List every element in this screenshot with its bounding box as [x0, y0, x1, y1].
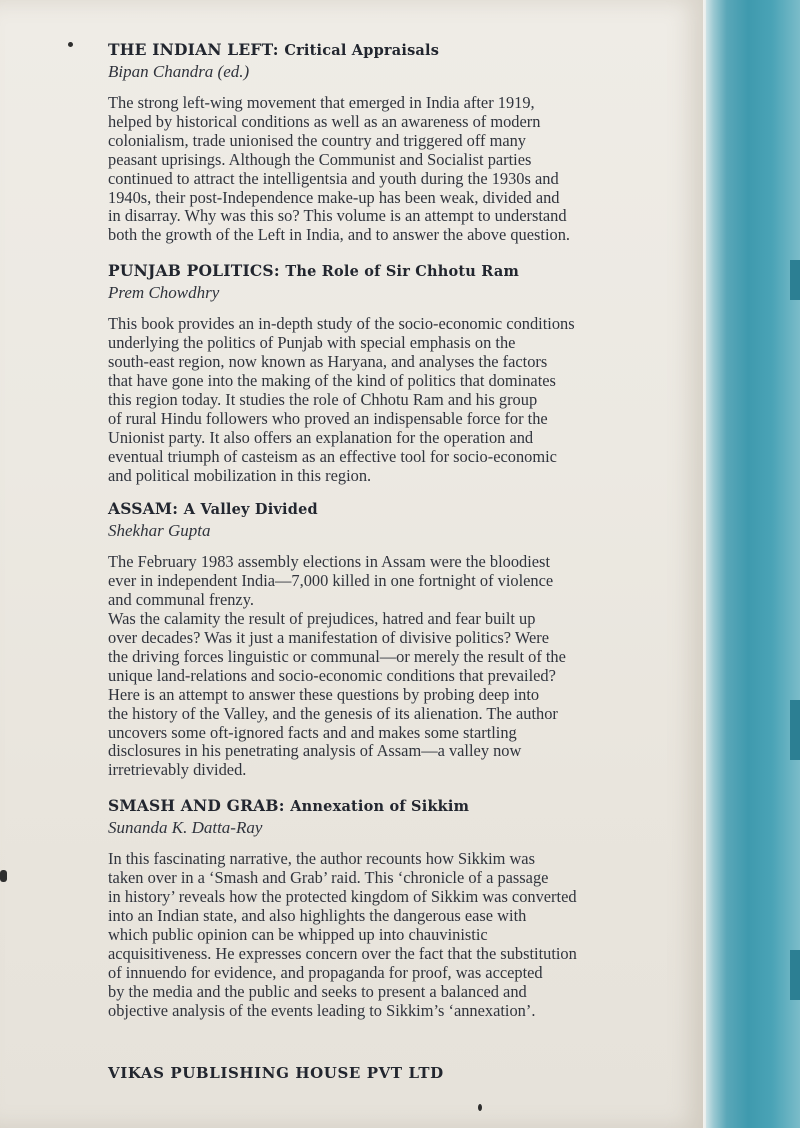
book-author: Shekhar Gupta: [108, 521, 211, 541]
description-line: eventual triumph of casteism as an effective tool for socio-economic: [108, 446, 557, 466]
speck: [68, 42, 73, 47]
book-entry: [108, 261, 704, 485]
book-author: Sunanda K. Datta-Ray: [108, 818, 263, 838]
book-subtitle: Annexation of Sikkim: [290, 798, 470, 816]
description-line: acquisitiveness. He expresses concern over the fact that the substitution: [108, 943, 577, 963]
book-subtitle: Critical Appraisals: [284, 42, 440, 59]
book-description: [108, 94, 704, 245]
spine-mark: [790, 700, 800, 760]
description-line: which public opinion can be whipped up into chauvinistic: [108, 924, 488, 944]
description-line: by the media and the public and seeks to present a balanced and: [108, 981, 527, 1001]
spine-mark: [790, 260, 800, 300]
book-title: [108, 261, 704, 282]
book-list: [108, 40, 704, 1038]
description-line: south-east region, now known as Haryana, and analyses the factors: [108, 352, 548, 372]
book-subtitle: A Valley Divided: [183, 501, 318, 519]
description-line: uncovers some oft-ignored facts and and makes some startling: [108, 722, 517, 742]
description-line: The February 1983 assembly elections in Assam were the bloodiest: [108, 552, 550, 572]
description-line: over decades? Was it just a manifestation of divisive politics? Were: [108, 628, 549, 648]
description-line: in disarray. Why was this so? This volume is an attempt to understand: [108, 206, 567, 226]
description-line: this region today. It studies the role of Chhotu Ram and his group: [108, 389, 538, 409]
description-line: peasant uprisings. Although the Communist and Socialist parties: [108, 149, 532, 169]
book-author: Prem Chowdhry: [108, 283, 220, 303]
description-line: and political mobilization in this region.: [108, 465, 372, 485]
description-line: that have gone into the making of the kind of politics that dominates: [108, 370, 556, 390]
book-entry: [108, 499, 704, 780]
book-title: [108, 40, 704, 61]
spine-mark: [790, 950, 800, 1000]
description-line: and communal frenzy.: [108, 590, 254, 610]
description-line: In this fascinating narrative, the author recounts how Sikkim was: [108, 849, 535, 869]
book-description: [108, 850, 704, 1020]
description-line: helped by historical conditions as well as an awareness of modern: [108, 111, 541, 131]
book-title-main: SMASH AND GRAB:: [108, 796, 285, 816]
description-line: of rural Hindu followers who proved an indispensable force for the: [108, 408, 548, 428]
description-line: underlying the politics of Punjab with special emphasis on the: [108, 333, 516, 353]
book-spine: [706, 0, 800, 1128]
description-line: of innuendo for evidence, and propaganda for proof, was accepted: [108, 962, 543, 982]
book-author: Bipan Chandra (ed.): [108, 62, 250, 81]
book-title: [108, 796, 704, 817]
description-line: Here is an attempt to answer these questions by probing deep into: [108, 684, 540, 704]
description-line: objective analysis of the events leading to Sikkim’s ‘annexation’.: [108, 1000, 536, 1020]
description-line: the history of the Valley, and the genesis of its alienation. The author: [108, 703, 558, 723]
publisher-name: VIKAS PUBLISHING HOUSE PVT LTD: [108, 1064, 444, 1082]
book-entry: [108, 796, 704, 1020]
book-title-main: THE INDIAN LEFT:: [108, 40, 279, 59]
book-subtitle: The Role of Sir Chhotu Ram: [285, 263, 519, 281]
description-line: both the growth of the Left in India, and to answer the above question.: [108, 225, 571, 245]
description-line: 1940s, their post-Independence make-up has been weak, divided and: [108, 187, 560, 207]
description-line: taken over in a ‘Smash and Grab’ raid. This ‘chronicle of a passage: [108, 868, 549, 888]
book-title: [108, 499, 704, 520]
description-line: continued to attract the intelligentsia and youth during the 1930s and: [108, 168, 559, 188]
description-line: unique land-relations and socio-economic conditions that prevailed?: [108, 665, 556, 685]
description-line: ever in independent India—7,000 killed in one fortnight of violence: [108, 571, 554, 591]
speck: [478, 1104, 482, 1111]
description-line: This book provides an in-depth study of the socio-economic conditions: [108, 314, 575, 334]
book-title-main: ASSAM:: [108, 499, 179, 519]
description-line: the driving forces linguistic or communal—or merely the result of the: [108, 646, 566, 666]
description-line: Was the calamity the result of prejudices, hatred and fear built up: [108, 609, 536, 629]
speck: [0, 870, 7, 882]
book-description: [108, 315, 704, 485]
description-line: disclosures in his penetrating analysis of Assam—a valley now: [108, 741, 522, 761]
description-line: The strong left-wing movement that emerged in India after 1919,: [108, 93, 535, 112]
description-line: irretrievably divided.: [108, 760, 247, 780]
description-line: Unionist party. It also offers an explanation for the operation and: [108, 427, 534, 447]
book-title-main: PUNJAB POLITICS:: [108, 261, 280, 281]
book-entry: [108, 40, 704, 245]
description-line: into an Indian state, and also highlights the dangerous ease with: [108, 906, 527, 925]
description-line: in history’ reveals how the protected kingdom of Sikkim was converted: [108, 887, 577, 907]
description-line: colonialism, trade unionised the country and triggered off many: [108, 130, 527, 150]
book-description: [108, 553, 704, 780]
